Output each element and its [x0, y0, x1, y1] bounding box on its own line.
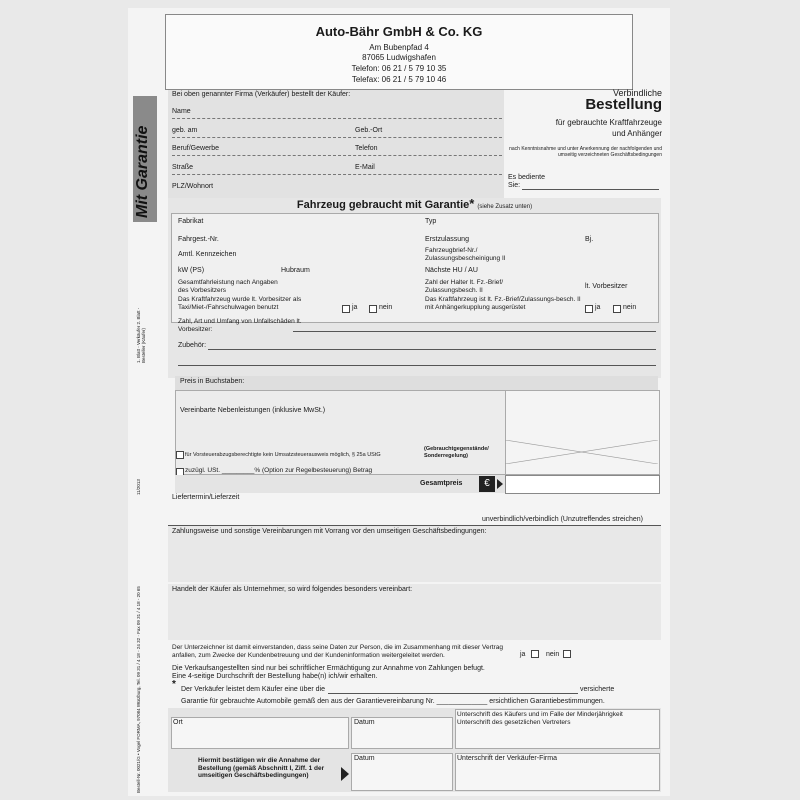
- authority-text: Die Verkaufsangestellten sind nur bei schriftlicher Ermächtigung zur Annahme von Zahlungen befugt.: [172, 665, 485, 672]
- rental-no-label: nein: [379, 304, 393, 311]
- hitch-yes-checkbox[interactable]: [585, 305, 593, 313]
- date-label: Datum: [354, 719, 375, 726]
- first-reg-label: Erstzulassung: [425, 236, 469, 243]
- reg-doc-label: Fahrzeugbrief-Nr./ Zulassungsbescheinigung II: [425, 247, 506, 262]
- company-name: Auto-Bähr GmbH & Co. KG: [315, 24, 483, 39]
- company-city: 87065 Ludwigshafen: [362, 53, 436, 62]
- title-small: Verbindliche: [612, 88, 662, 98]
- company-fax: Telefax: 06 21 / 5 79 10 46: [351, 75, 447, 84]
- title-sub2: und Anhänger: [612, 129, 662, 138]
- extras-label: Vereinbarte Nebenleistungen (inklusive MwSt.): [180, 407, 326, 414]
- company-header: [165, 14, 633, 90]
- form-reference: Bestell-Nr. 0021/G • Vogel FORMA, 97084 Würzburg, Tel. 09 31 / 4 18 - 24 32 · Fax 09 31 / 4 18 - 20 65: [136, 586, 141, 793]
- owners-label: Zahl der Halter lt. Fz.-Brief/ Zulassungsbesch. II: [425, 279, 504, 294]
- accessories-label: Zubehör:: [178, 342, 207, 349]
- buyer-intro: Bei oben genannter Firma (Verkäufer) bestellt der Käufer:: [172, 91, 351, 98]
- vin-label: Fahrgest.-Nr.: [178, 236, 219, 243]
- order-form: [128, 8, 670, 796]
- title-terms: nach Kenntnisnahme und unter Anerkennung der nachfolgenden und umseitig verzeichneten Geschäftsbedingungen: [509, 146, 662, 158]
- type-label: Typ: [425, 218, 437, 225]
- rental-yes-label: ja: [352, 304, 358, 311]
- birth-place-label: Geb.-Ort: [355, 127, 383, 134]
- plate-label: Amtl. Kennzeichen: [178, 251, 237, 258]
- copies-note: 1. Blatt - Verkäufer 2. Blatt - Besteller (Käufer): [136, 307, 146, 363]
- consent-no-checkbox[interactable]: [563, 650, 571, 658]
- make-label: Fabrikat: [178, 218, 204, 225]
- buyer-section: [168, 90, 504, 198]
- birth-date-label: geb. am: [172, 127, 198, 134]
- vehicle-heading-text: Fahrzeug gebraucht mit Garantie: [296, 199, 470, 211]
- consent-text: Der Unterzeichner ist damit einverstanden, dass seine Daten zur Person, die im Zusammenhang mit dieser Vertrag anfallen, zum Zwecke der Kundenbetreuung und der Kundeninformation weitergeleitet werden.: [172, 644, 503, 659]
- guarantee-star: *: [172, 679, 176, 690]
- date2-label: Datum: [354, 755, 375, 762]
- vehicle-heading: [168, 196, 661, 211]
- consent-yes-label: ja: [520, 651, 526, 658]
- payment-label: Zahlungsweise und sonstige Vereinbarungen mit Vorrang vor den umseitigen Geschäftsbedingungen:: [172, 528, 487, 535]
- hitch-no-label: nein: [623, 304, 637, 311]
- company-phone: Telefon: 06 21 / 5 79 10 35: [351, 64, 447, 73]
- trade-in-label: (Gebrauchtgegenstände/ Sonderregelung): [424, 446, 489, 459]
- guarantee-line1: Der Verkäufer leistet dem Käufer eine über die: [181, 686, 325, 693]
- company-street: Am Bubenpfad 4: [369, 43, 429, 52]
- rental-yes-checkbox[interactable]: [342, 305, 350, 313]
- rental-label: Das Kraftfahrzeug wurde lt. Vorbesitzer als Taxi/Miet-/Fahrschulwagen benutzt: [178, 296, 302, 311]
- total-label: Gesamtpreis: [420, 480, 463, 487]
- buyer-signature-label: Unterschrift des Käufers und im Falle der Minderjährigkeit Unterschrift des gesetzlichen Vertreters: [457, 711, 623, 726]
- seller-signature-label: Unterschrift der Verkäufer-Firma: [457, 755, 557, 762]
- total-arrow-icon: [497, 479, 503, 489]
- title-big: Bestellung: [585, 96, 662, 113]
- damage-label: Zahl, Art und Umfang von Unfallschäden lt. Vorbesitzer:: [178, 318, 302, 333]
- confirm-arrow-icon: [341, 767, 349, 781]
- place-label: Ort: [173, 719, 183, 726]
- crossed-out-area: [505, 440, 658, 464]
- price-words-label: Preis in Buchstaben:: [180, 378, 245, 385]
- currency-badge: €: [479, 476, 495, 492]
- consent-no-label: nein: [546, 651, 560, 658]
- delivery-label: Liefertermin/Lieferzeit: [172, 494, 240, 501]
- name-label: Name: [172, 108, 191, 115]
- street-label: Straße: [172, 164, 194, 171]
- title-sub1: für gebrauchte Kraftfahrzeuge: [555, 118, 662, 127]
- copy-text: Eine 4-seitige Durchschrift der Bestellung habe(n) ich/wir erhalten.: [172, 673, 378, 680]
- hitch-no-checkbox[interactable]: [613, 305, 621, 313]
- date-code: 11/2013: [136, 479, 141, 495]
- business-label: Handelt der Käufer als Unternehmer, so wird folgendes besonders vereinbart:: [172, 586, 413, 593]
- delivery-binding: unverbindlich/verbindlich (Unzutreffendes streichen): [482, 516, 643, 523]
- guarantee-line2: Garantie für gebrauchte Automobile gemäß den aus der Garantievereinbarung Nr. _____________ ersichtlichen Garantiebestimmungen.: [181, 698, 605, 705]
- guarantee-label: Mit Garantie: [134, 125, 151, 218]
- agent-label-2: Sie:: [508, 182, 521, 189]
- profession-label: Beruf/Gewerbe: [172, 145, 220, 152]
- next-hu-label: Nächste HU / AU: [425, 267, 478, 274]
- vehicle-heading-note: (siehe Zusatz unten): [477, 204, 533, 210]
- zip-city-label: PLZ/Wohnort: [172, 183, 214, 190]
- email-label: E-Mail: [355, 164, 375, 171]
- confirm-text: Hiermit bestätigen wir die Annahme der Bestellung (gemäß Abschnitt I, Ziff. 1 der umseitigen Geschäftsbedingungen): [198, 757, 325, 779]
- vat-option2-label: zuzügl. USt. _________% (Option zur Regelbesteuerung) Betrag: [185, 467, 373, 474]
- hitch-label: Das Kraftfahrzeug ist lt. Fz.-Brief/Zulassungs-besch. II mit Anhängerkupplung ausgerüstet: [425, 296, 581, 311]
- price-words-row: [175, 376, 658, 390]
- rental-no-checkbox[interactable]: [369, 305, 377, 313]
- extras-box: [175, 390, 507, 475]
- vat-option1-checkbox[interactable]: [176, 451, 184, 459]
- place-field[interactable]: [171, 717, 349, 749]
- guarantee-line1b: versicherte: [580, 686, 615, 693]
- kw-label: kW (PS): [178, 267, 205, 274]
- vat-option1-label: für Vorsteuerabzugsberechtigte kein Umsatzsteuerausweis möglich, § 25a UStG: [185, 452, 381, 458]
- total-amount-input[interactable]: [505, 475, 660, 494]
- phone-label: Telefon: [355, 145, 378, 152]
- consent-yes-checkbox[interactable]: [531, 650, 539, 658]
- vehicle-heading-star: *: [469, 196, 475, 211]
- displacement-label: Hubraum: [281, 267, 310, 274]
- agent-label: Es bediente: [508, 174, 545, 181]
- mileage-label: Gesamtfahrleistung nach Angaben des Vorbesitzers: [178, 279, 278, 294]
- prev-owner-label: lt. Vorbesitzer: [585, 283, 628, 290]
- hitch-yes-label: ja: [595, 304, 601, 311]
- year-label: Bj.: [585, 236, 594, 243]
